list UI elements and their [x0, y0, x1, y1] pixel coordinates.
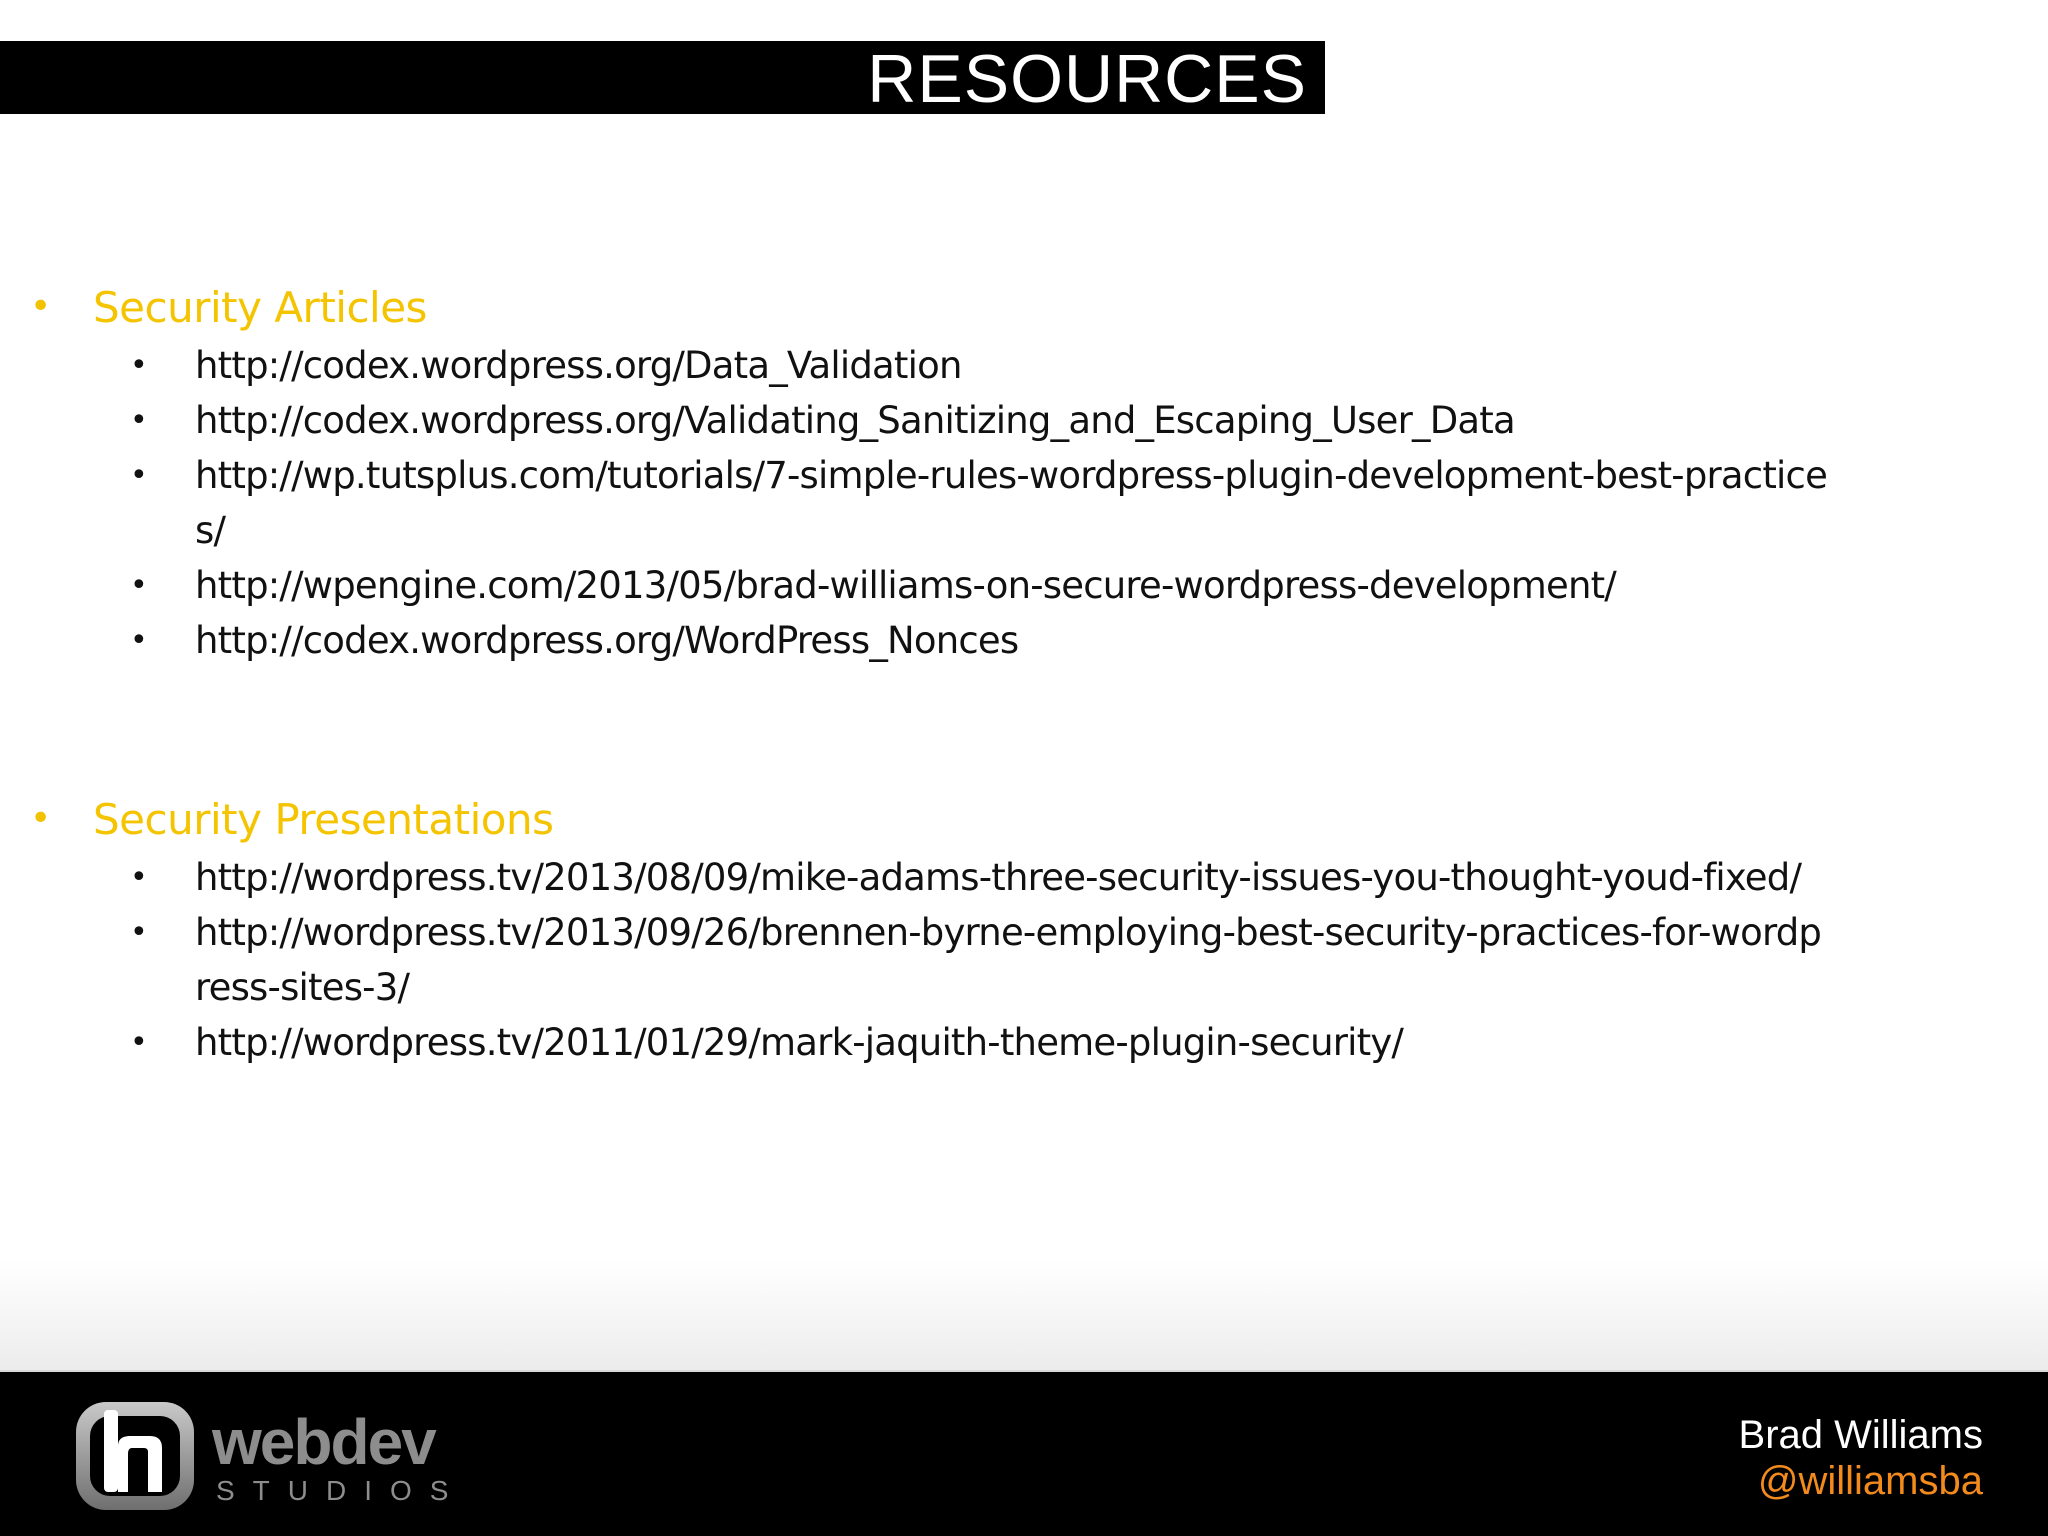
bullet-icon: • [130, 403, 147, 438]
resource-link[interactable]: http://wpengine.com/2013/05/brad-williams-on-secure-wordpress-development/ [195, 564, 1616, 607]
section-heading-row [0, 278, 2048, 338]
link-list [0, 850, 2048, 1070]
list-item [0, 558, 2048, 613]
bullet-icon: • [130, 458, 147, 493]
bullet-icon: • [130, 623, 147, 658]
list-item [0, 850, 2048, 905]
webdev-studios-logo-icon [72, 1396, 202, 1516]
bullet-icon: • [130, 1025, 147, 1060]
section-security-presentations [0, 790, 2048, 1070]
resource-link[interactable]: http://wordpress.tv/2013/09/26/brennen-byrne-employing-best-security-practices-for-wordpress-sites-3/ [195, 911, 1822, 1009]
list-item [0, 905, 2048, 1015]
link-list [0, 338, 2048, 668]
logo-wordmark: webdev [212, 1406, 435, 1478]
author-name: Brad Williams [1738, 1413, 1983, 1457]
resource-link[interactable]: http://codex.wordpress.org/WordPress_Nonces [195, 619, 1019, 662]
bullet-icon: • [30, 286, 52, 327]
footer-bar [0, 1370, 2048, 1536]
list-item [0, 613, 2048, 668]
resource-link[interactable]: http://wp.tutsplus.com/tutorials/7-simple-rules-wordpress-plugin-development-best-practices/ [195, 454, 1828, 552]
bullet-icon: • [130, 568, 147, 603]
list-item [0, 448, 2048, 558]
list-item [0, 1015, 2048, 1070]
author-handle[interactable]: @williamsba [1757, 1459, 1983, 1503]
resource-link[interactable]: http://codex.wordpress.org/Data_Validation [195, 344, 962, 387]
section-heading: Security Presentations [93, 795, 554, 844]
list-item [0, 338, 2048, 393]
section-heading: Security Articles [93, 283, 427, 332]
resource-link[interactable]: http://wordpress.tv/2013/08/09/mike-adams-three-security-issues-you-thought-youd-fixed/ [195, 856, 1802, 899]
bullet-icon: • [30, 798, 52, 839]
resource-link[interactable]: http://codex.wordpress.org/Validating_Sanitizing_and_Escaping_User_Data [195, 399, 1515, 442]
list-item [0, 393, 2048, 448]
webdev-studios-logo [72, 1396, 467, 1516]
bullet-icon: • [130, 860, 147, 895]
section-heading-row [0, 790, 2048, 850]
bullet-icon: • [130, 348, 147, 383]
bullet-icon: • [130, 915, 147, 950]
resource-link[interactable]: http://wordpress.tv/2011/01/29/mark-jaquith-theme-plugin-security/ [195, 1021, 1404, 1064]
slide-title: RESOURCES [867, 41, 1307, 117]
section-security-articles [0, 278, 2048, 668]
logo-subtitle: STUDIOS [216, 1475, 467, 1506]
